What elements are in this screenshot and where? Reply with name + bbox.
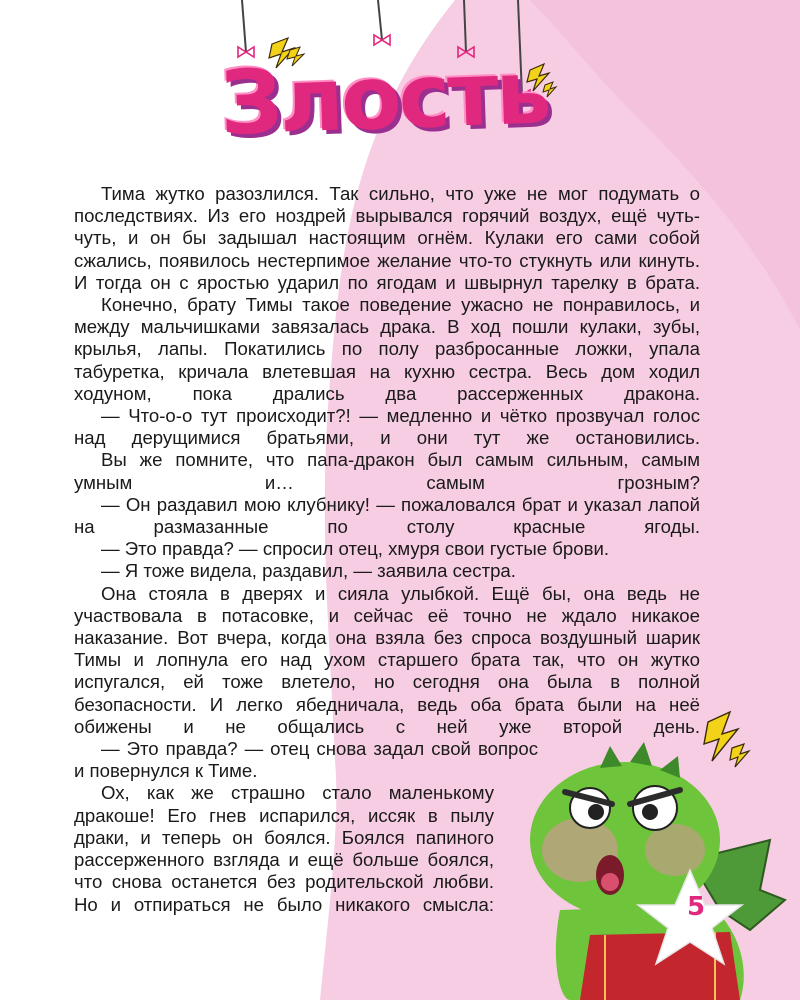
paragraph: Ох, как же страшно стало маленькому дракоше! Его гнев испарился, иссяк в пылу драки, и теперь он боялся. Боялся папиного рассерженного взгляда и ещё больше боялся, что снова останется без родительской любви. Но и отпираться не было никакого смысла: [74,782,494,915]
dragon-illustration [440,700,800,1000]
page-number: 5 [686,892,706,922]
paragraph: Вы же помните, что папа-дракон был самым сильным, самым умным и… самым грозным? [74,449,700,493]
paragraph: — Это правда? — отец снова задал свой вопрос и повернулся к Тиме. [74,738,538,782]
paragraph: Тима жутко разозлился. Так сильно, что уже не мог подумать о последствиях. Из его ноздрей вырывался горячий воздух, ещё чуть-чуть, и он бы задышал настоящим огнём. Кулаки его сами собой сжались, появилось нестерпимое желание что-то стукнуть или кинуть. И тогда он с яростью ударил по ягодам и швырнул тарелку в брата. [74,183,700,293]
paragraph: — Что-о-о тут происходит?! — медленно и чётко прозвучал голос над дерущимися братьями, и они тут же остановились. [74,405,700,449]
page-title: Злость [218,40,550,155]
lightning-icon [704,712,749,767]
paragraph: — Он раздавил мою клубнику! — пожаловался брат и указал лапой на размазанные по столу красные ягоды. [74,493,700,538]
paragraph: Она стояла в дверях и сияла улыбкой. Ещё бы, она ведь не участвовала в потасовке, и сейчас её точно не ждало никакое наказание. Вот вчера, когда она взяла без спроса воздушный шарик Тимы и лопнула его над ухом старшего брата так, что он жутко испугался, ей тоже влетело, но сегодня она была в полной безопасности. И легко ябедничала, ведь оба брата были на неё обижены и не общались с ней уже второй день. [74,582,700,737]
paragraph: — Я тоже видела, раздавил, — заявила сестра. [101,560,516,582]
paragraph: Конечно, брату Тимы такое поведение ужасно не понравилось, и между мальчишками завязалась драка. В ход пошли кулаки, зубы, крылья, лапы. Покатились по полу разбросанные ложки, упала табуретка, кричала влетевшая на кухню сестра. Весь дом ходил ходуном, пока дрались два рассерженных дракона. [74,294,700,404]
paragraph: — Это правда? — спросил отец, хмуря свои густые брови. [101,538,610,560]
title-block [200,0,600,175]
